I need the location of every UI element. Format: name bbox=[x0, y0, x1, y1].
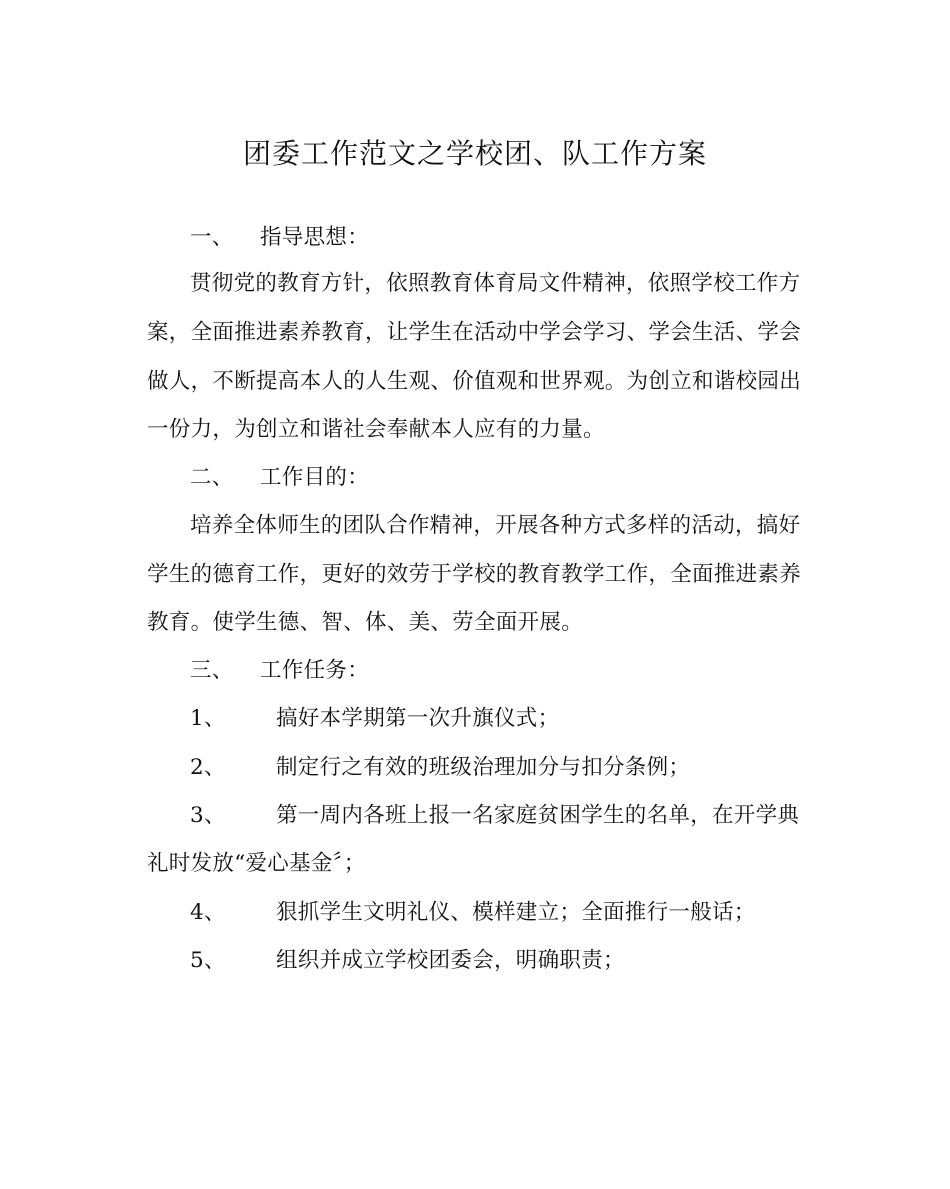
section-heading-text: 工作目的： bbox=[260, 465, 370, 490]
list-item-text: 第一周内各班上报一名家庭贫困学生的名单，在开学典 bbox=[276, 803, 800, 828]
paragraph-line: 做人，不断提高本人的人生观、价值观和世界观。为创立和谐校园出 bbox=[147, 369, 802, 394]
section-number: 三、 bbox=[190, 658, 234, 683]
list-item-number: 5、 bbox=[190, 948, 226, 973]
list-item-number: 2、 bbox=[190, 755, 226, 780]
paragraph-line: 贯彻党的教育方针，依照教育体育局文件精神，依照学校工作方 bbox=[190, 271, 801, 296]
list-item-number: 3、 bbox=[190, 803, 226, 828]
document-title: 团委工作范文之学校团、队工作方案 bbox=[242, 137, 707, 170]
section-number: 一、 bbox=[190, 225, 234, 250]
list-item-text: 搞好本学期第一次升旗仪式； bbox=[276, 706, 560, 731]
list-item bbox=[190, 703, 559, 735]
list-item-text: 制定行之有效的班级治理加分与扣分条例； bbox=[276, 755, 691, 780]
paragraph-line: 教育。使学生德、智、体、美、劳全面开展。 bbox=[147, 610, 584, 635]
list-item bbox=[190, 945, 625, 977]
section-heading-3 bbox=[190, 655, 369, 687]
paragraph-line: 案，全面推进素养教育，让学生在活动中学会学习、学会生活、学会 bbox=[147, 320, 802, 345]
section-heading-text: 指导思想： bbox=[260, 225, 370, 250]
list-item bbox=[190, 800, 799, 832]
section-heading-2 bbox=[190, 462, 369, 494]
list-item-text: 组织并成立学校团委会，明确职责； bbox=[276, 948, 625, 973]
list-item-number: 1、 bbox=[190, 706, 226, 731]
paragraph-line: 培养全体师生的团队合作精神，开展各种方式多样的活动，搞好 bbox=[190, 513, 801, 538]
section-number: 二、 bbox=[190, 465, 234, 490]
list-item-number: 4、 bbox=[190, 900, 226, 925]
section-heading-1 bbox=[190, 222, 369, 254]
list-item-continuation: 礼时发放“爱心基金〞； bbox=[147, 851, 366, 876]
list-item bbox=[190, 897, 756, 929]
paragraph-line: 一份力，为创立和谐社会奉献本人应有的力量。 bbox=[147, 417, 605, 442]
section-heading-text: 工作任务： bbox=[260, 658, 370, 683]
paragraph-line: 学生的德育工作，更好的效劳于学校的教育教学工作，全面推进素养 bbox=[147, 562, 802, 587]
list-item-text: 狠抓学生文明礼仪、模样建立；全面推行一般话； bbox=[276, 900, 756, 925]
list-item bbox=[190, 752, 690, 784]
